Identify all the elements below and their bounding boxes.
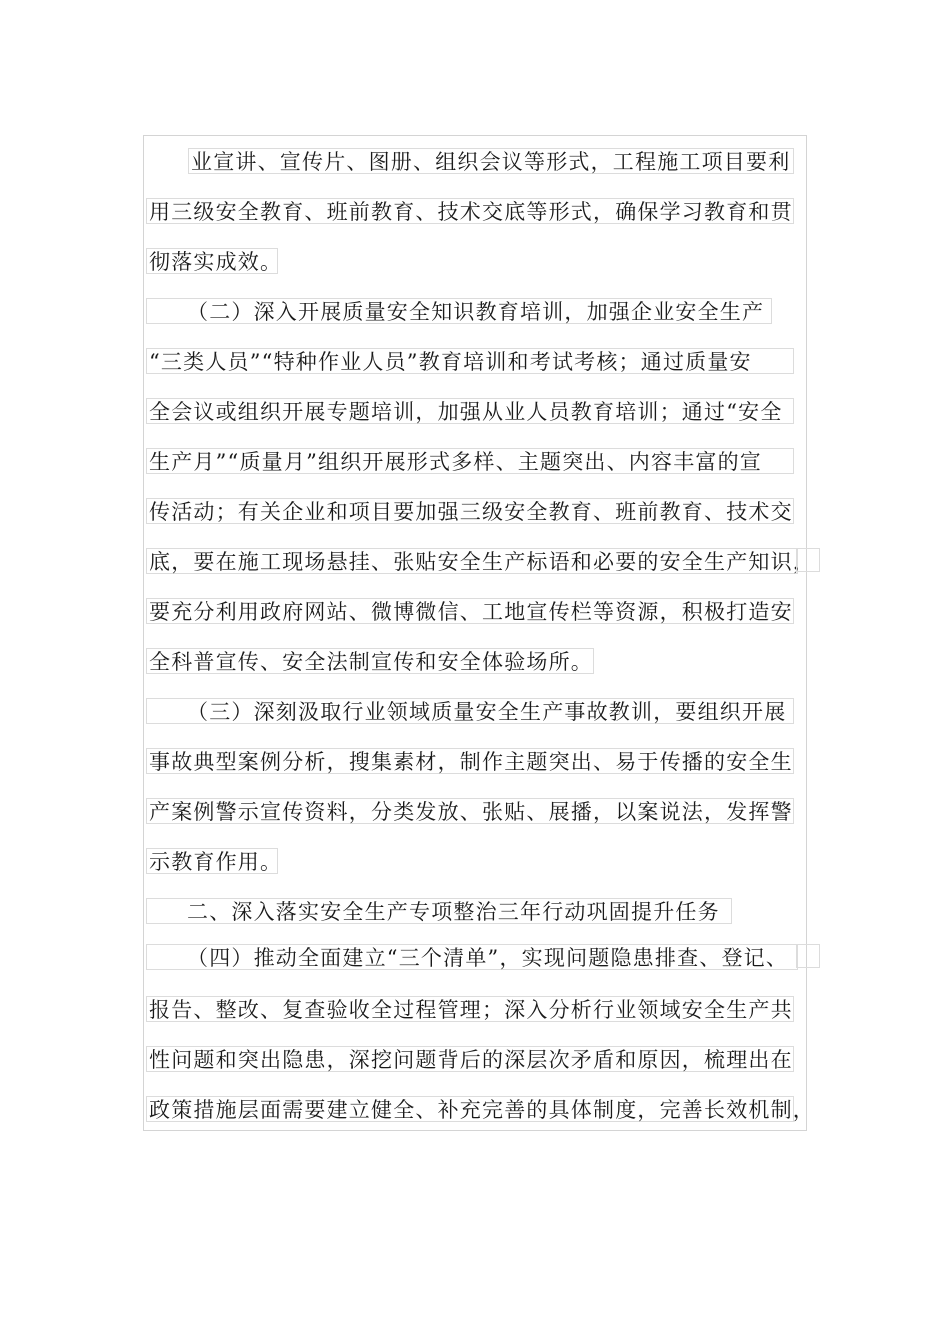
text-line-19: 性问题和突出隐患，深挖问题背后的深层次矛盾和原因，梳理出在 — [146, 1046, 794, 1072]
text-line-17: （四）推动全面建立“三个清单”，实现问题隐患排查、登记、 — [146, 944, 798, 970]
text-line-15: 示教育作用。 — [146, 848, 278, 874]
text-line-18: 报告、整改、复查验收全过程管理；深入分析行业领域安全生产共 — [146, 996, 794, 1022]
text-line-12: （三）深刻汲取行业领域质量安全生产事故教训，要组织开展 — [146, 698, 794, 724]
line-overflow-mark — [796, 548, 820, 572]
text-line-13: 事故典型案例分析，搜集素材，制作主题突出、易于传播的安全生 — [146, 748, 794, 774]
line-overflow-mark — [796, 944, 820, 968]
text-line-3: 彻落实成效。 — [146, 248, 278, 274]
text-line-7: 生产月”“质量月”组织开展形式多样、主题突出、内容丰富的宣 — [146, 448, 794, 474]
text-line-14: 产案例警示宣传资料，分类发放、张贴、展播，以案说法，发挥警 — [146, 798, 794, 824]
text-line-6: 全会议或组织开展专题培训，加强从业人员教育培训；通过“安全 — [146, 398, 794, 424]
text-line-9: 底，要在施工现场悬挂、张贴安全生产标语和必要的安全生产知识， — [146, 548, 798, 574]
text-line-10: 要充分利用政府网站、微博微信、工地宣传栏等资源，积极打造安 — [146, 598, 794, 624]
section-heading: 二、深入落实安全生产专项整治三年行动巩固提升任务 — [146, 898, 732, 924]
text-line-4: （二）深入开展质量安全知识教育培训，加强企业安全生产 — [146, 298, 772, 324]
text-line-11: 全科普宣传、安全法制宣传和安全体验场所。 — [146, 648, 594, 674]
text-line-5: “三类人员”“特种作业人员”教育培训和考试考核；通过质量安 — [146, 348, 794, 374]
text-line-1: 业宣讲、宣传片、图册、组织会议等形式，工程施工项目要利 — [188, 148, 794, 174]
text-line-8: 传活动；有关企业和项目要加强三级安全教育、班前教育、技术交 — [146, 498, 794, 524]
page-frame — [143, 135, 807, 1131]
text-line-2: 用三级安全教育、班前教育、技术交底等形式，确保学习教育和贯 — [146, 198, 794, 224]
text-line-20: 政策措施层面需要建立健全、补充完善的具体制度，完善长效机制， — [146, 1096, 794, 1122]
